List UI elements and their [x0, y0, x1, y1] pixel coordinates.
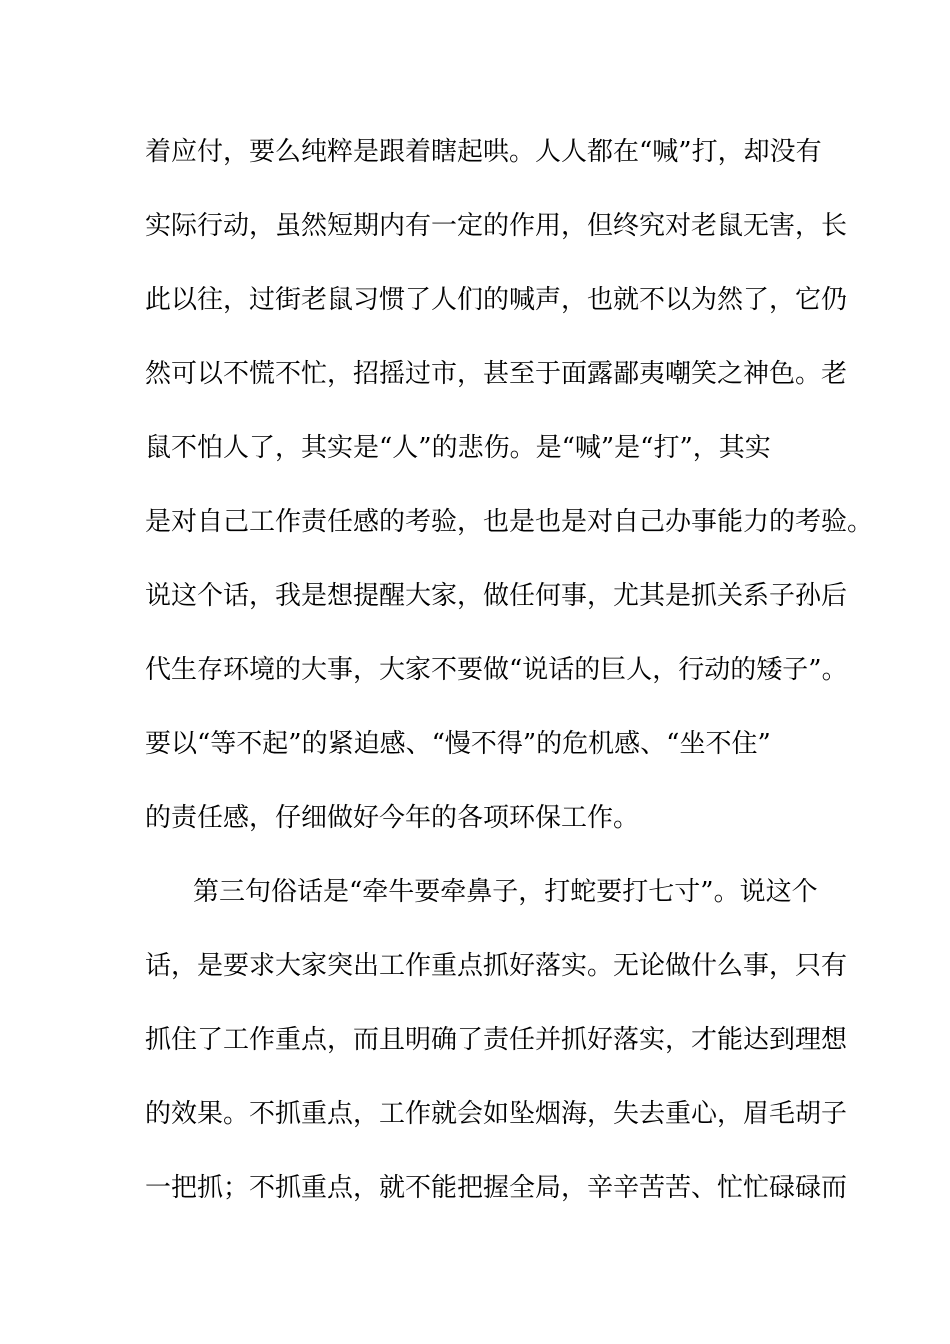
text-line-9: 要以“等不起”的紧迫感、“慢不得”的危机感、“坐不住”: [145, 729, 771, 759]
text-line-12: 话，是要求大家突出工作重点抓好落实。无论做什么事，只有: [145, 951, 848, 981]
text-line-14: 的效果。不抓重点，工作就会如坠烟海，失去重心，眉毛胡子: [145, 1099, 848, 1129]
text-line-10: 的责任感，仔细做好今年的各项环保工作。: [145, 803, 640, 833]
text-line-3: 此以往，过街老鼠习惯了人们的喊声，也就不以为然了，它仍: [145, 285, 848, 315]
text-line-13: 抓住了工作重点，而且明确了责任并抓好落实，才能达到理想: [145, 1025, 848, 1055]
text-line-5: 鼠不怕人了，其实是“人”的悲伤。是“喊”是“打”，其实: [145, 433, 771, 463]
text-line-4: 然可以不慌不忙，招摇过市，甚至于面露鄙夷嘲笑之神色。老: [145, 359, 848, 389]
text-line-8: 代生存环境的大事，大家不要做“说话的巨人，行动的矮子”。: [145, 655, 848, 685]
text-line-7: 说这个话，我是想提醒大家，做任何事，尤其是抓关系子孙后: [145, 581, 848, 611]
text-line-2: 实际行动，虽然短期内有一定的作用，但终究对老鼠无害，长: [145, 211, 848, 241]
text-line-15: 一把抓；不抓重点，就不能把握全局，辛辛苦苦、忙忙碌碌而: [145, 1173, 848, 1203]
text-line-1: 着应付，要么纯粹是跟着瞎起哄。人人都在“喊”打，却没有: [145, 137, 822, 167]
paragraph-start-line: 第三句俗话是“牵牛要牵鼻子，打蛇要打七寸”。说这个: [193, 877, 818, 907]
text-line-6: 是对自己工作责任感的考验，也是也是对自己办事能力的考验。: [145, 507, 874, 537]
